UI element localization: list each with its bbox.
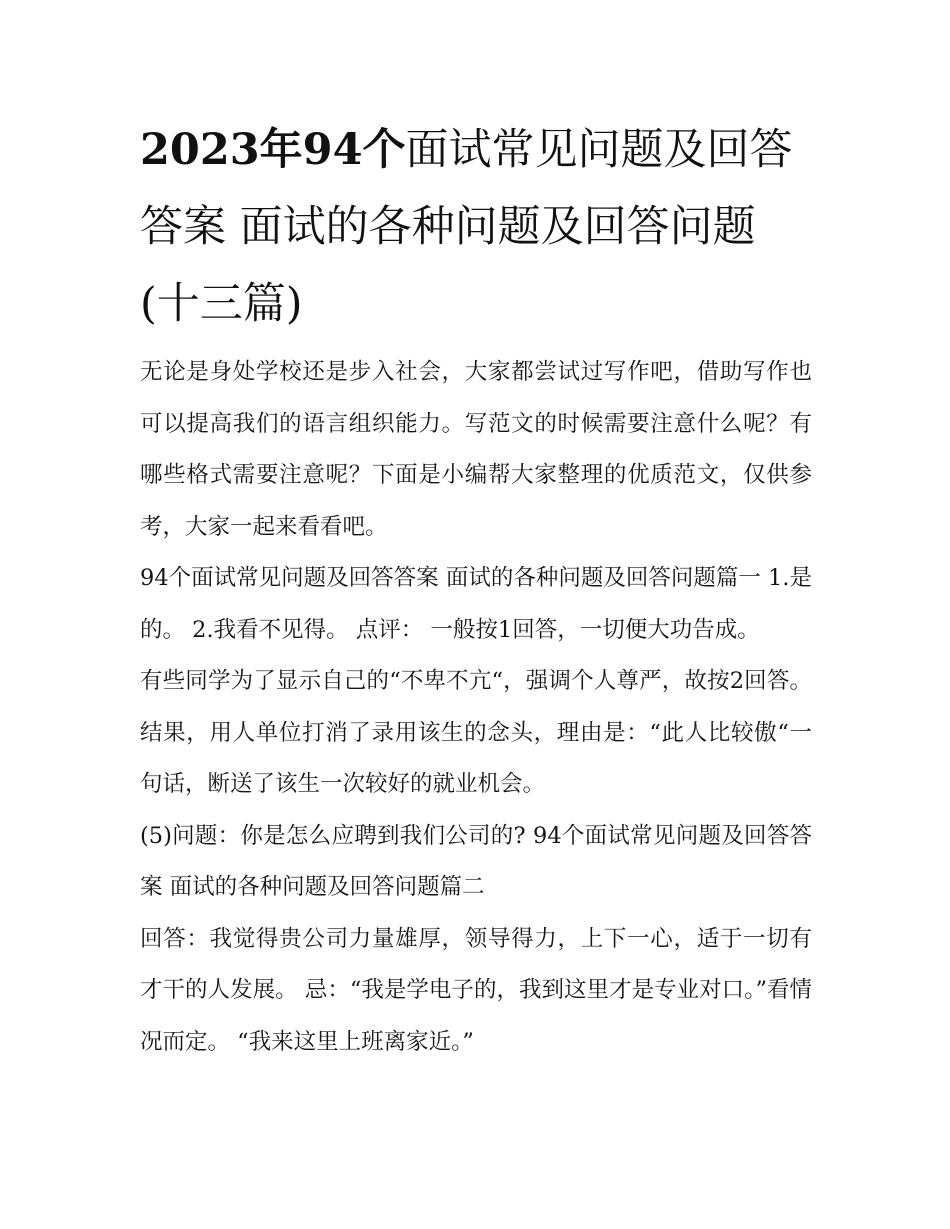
document-content [140, 112, 812, 1068]
document-title-lead: 2023年94个 [140, 125, 406, 175]
paragraph-section-one: 94个面试常见问题及回答答案 面试的各种问题及回答问题篇一 1.是的。 2.我看不见得。 点评： 一般按1回答，一切便大功告成。 [140, 565, 812, 643]
document-body [140, 347, 812, 1068]
document-title [140, 112, 812, 343]
paragraph-question-five: (5)问题：你是怎么应聘到我们公司的? 94个面试常见问题及回答答案 面试的各种问题及回答问题篇二 [140, 822, 812, 900]
paragraph-comment: 有些同学为了显示自己的“不卑不亢“，强调个人尊严，故按2回答。结果，用人单位打消了录用该生的念头，理由是：“此人比较傲“一句话，断送了该生一次较好的就业机会。 [140, 668, 812, 797]
paragraph-intro: 无论是身处学校还是步入社会，大家都尝试过写作吧，借助写作也可以提高我们的语言组织能力。写范文的时候需要注意什么呢？有哪些格式需要注意呢？下面是小编帮大家整理的优质范文，仅供参考，大家一起来看看吧。 [140, 359, 812, 540]
paragraph-answer: 回答：我觉得贵公司力量雄厚，领导得力，上下一心，适于一切有才干的人发展。 忌：“我是学电子的，我到这里才是专业对口。”看情况而定。 “我来这里上班离家近。” [140, 925, 812, 1055]
document-title-rest: 面试常见问题及回答答案 面试的各种问题及回答问题(十三篇) [140, 125, 793, 329]
